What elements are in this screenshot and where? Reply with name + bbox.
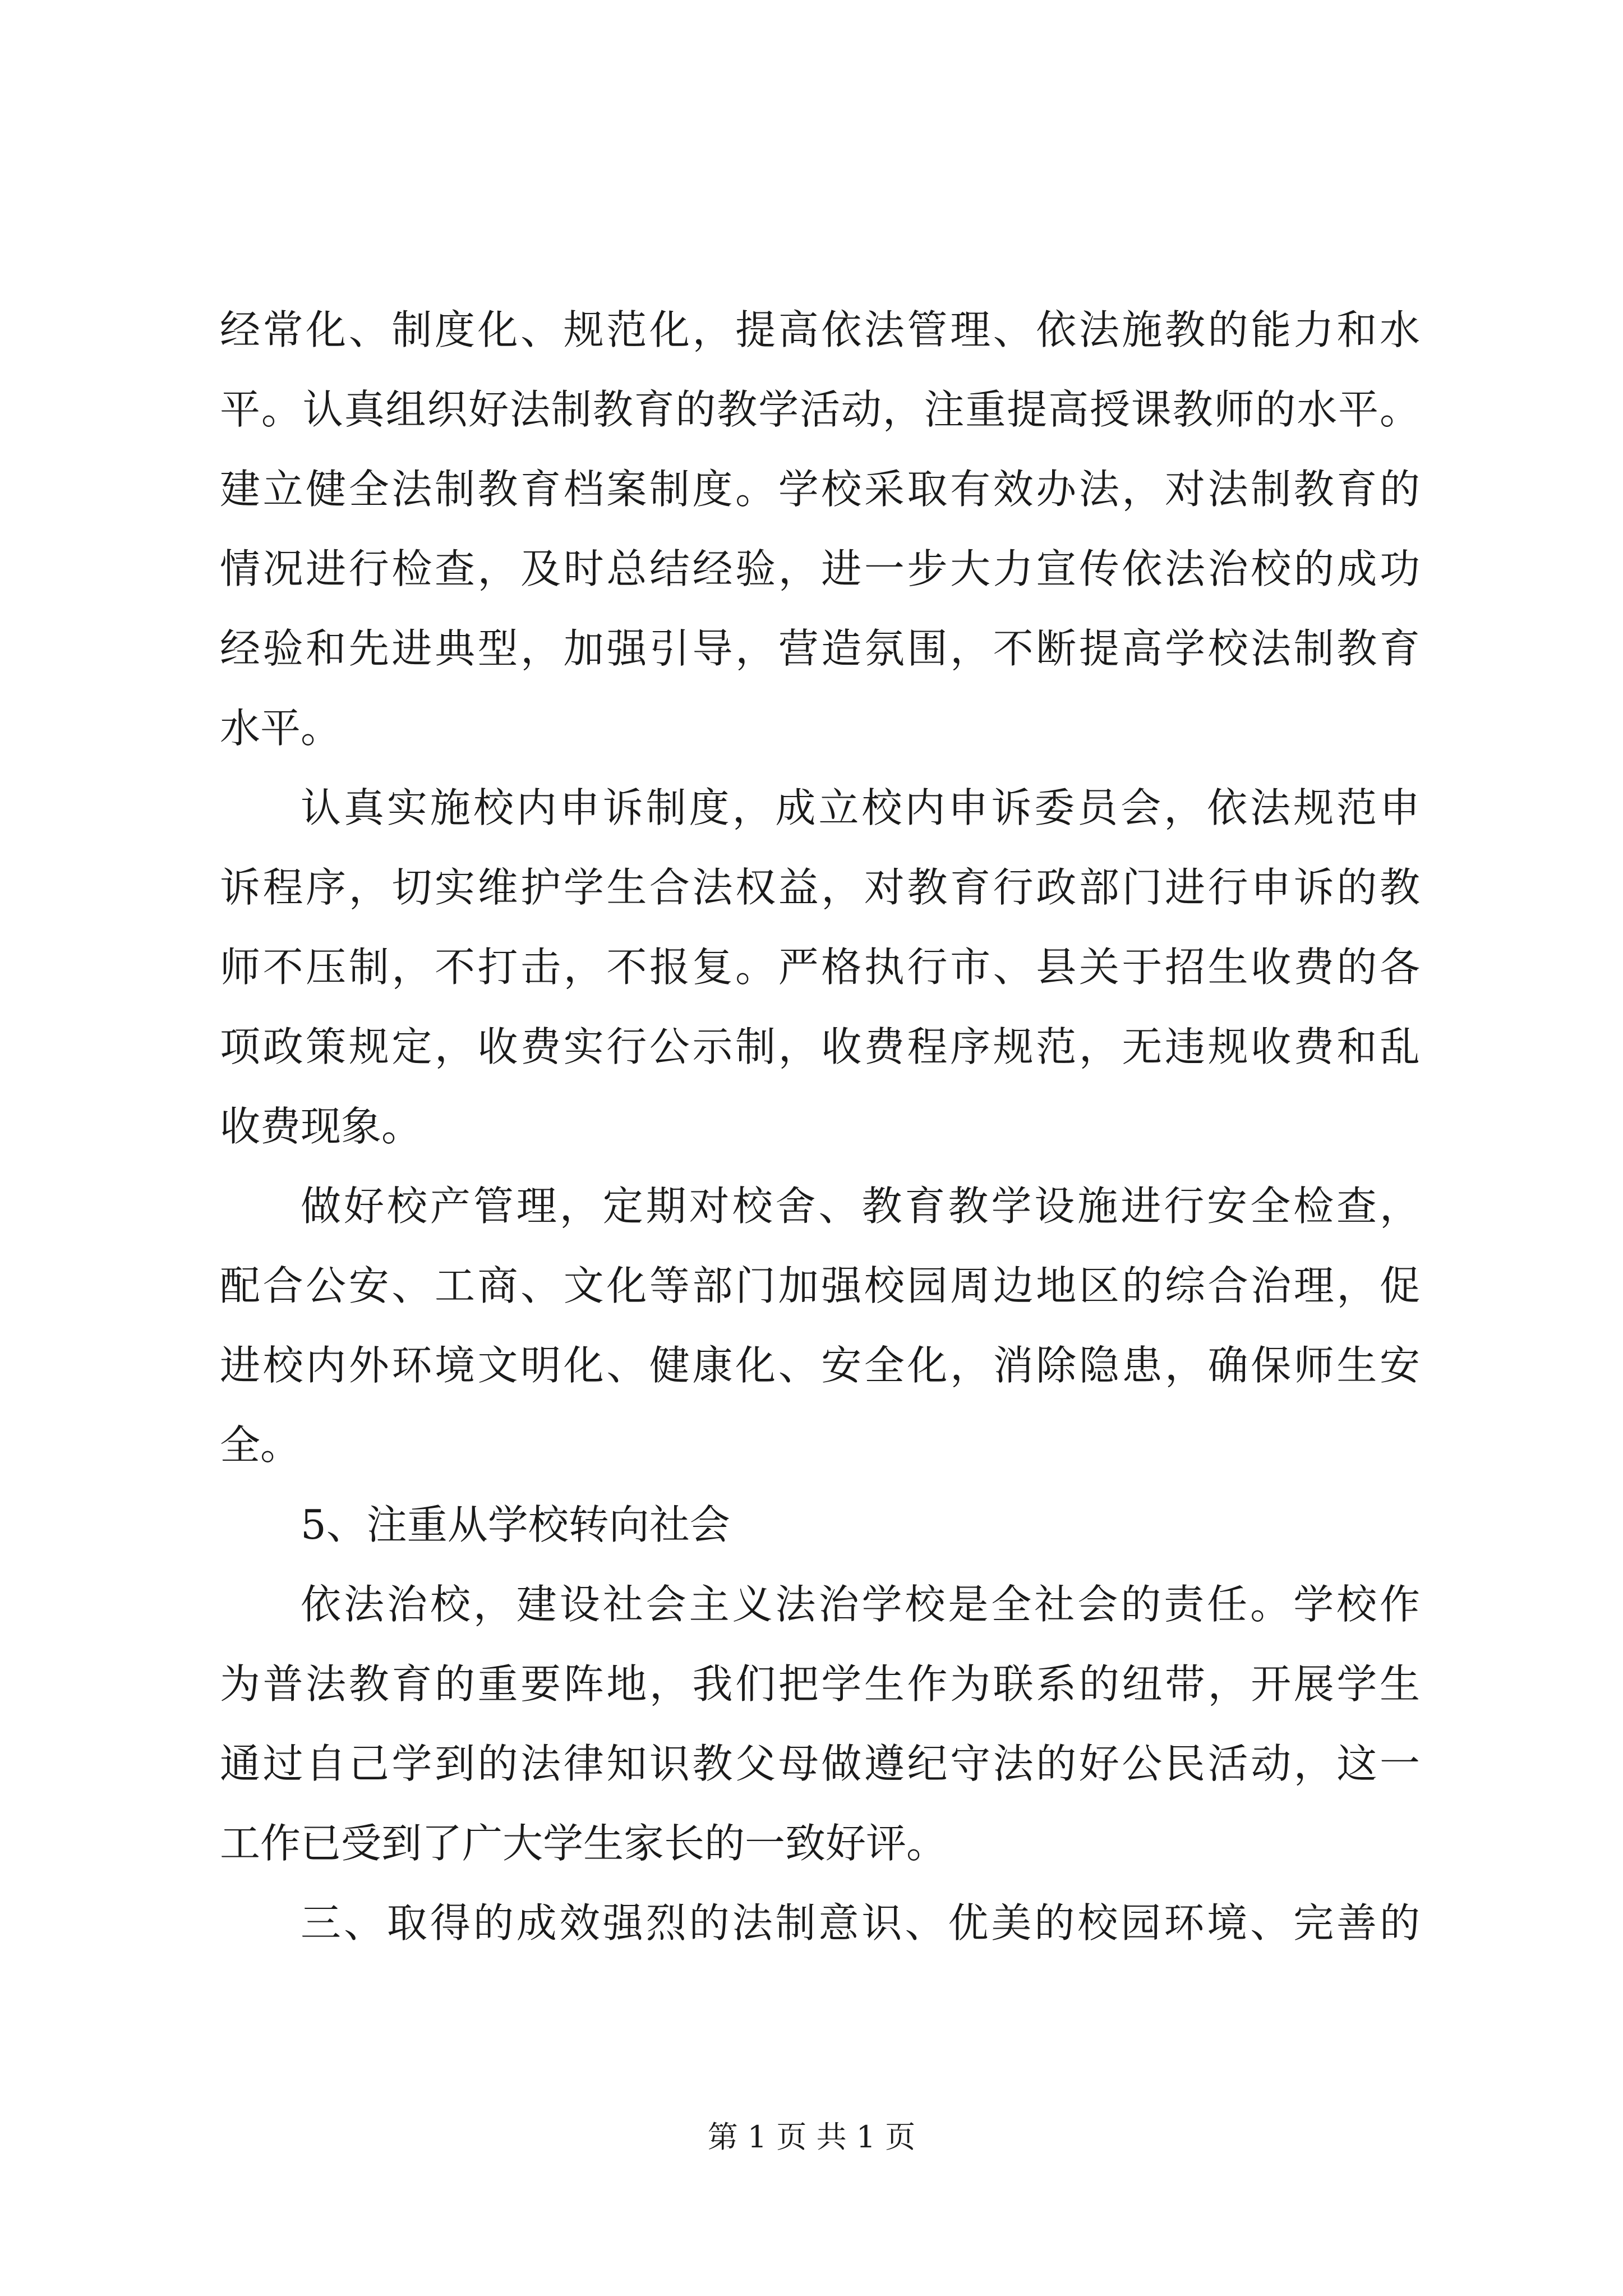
text-line: 平。认真组织好法制教育的教学活动，注重提高授课教师的水平。 <box>220 386 1420 433</box>
text-line: 师不压制，不打击，不报复。严格执行市、县关于招生收费的各 <box>220 944 1420 991</box>
text-line: 配合公安、工商、文化等部门加强校园周边地区的综合治理，促 <box>220 1262 1420 1309</box>
text-line: 情况进行检查，及时总结经验，进一步大力宣传依法治校的成功 <box>220 545 1420 592</box>
text-line: 依法治校，建设社会主义法治学校是全社会的责任。学校作 <box>301 1581 1420 1628</box>
text-line: 收费现象。 <box>220 1103 422 1150</box>
text-line: 项政策规定，收费实行公示制，收费程序规范，无违规收费和乱 <box>220 1023 1420 1070</box>
text-line: 水平。 <box>220 705 342 752</box>
text-line: 工作已受到了广大学生家长的一致好评。 <box>220 1820 947 1867</box>
text-line: 进校内外环境文明化、健康化、安全化，消除隐患，确保师生安 <box>220 1342 1420 1389</box>
text-line: 通过自己学到的法律知识教父母做遵纪守法的好公民活动，这一 <box>220 1740 1420 1787</box>
page-footer: 第 1 页 共 1 页 <box>707 2119 916 2155</box>
text-line: 经常化、制度化、规范化，提高依法管理、依法施教的能力和水 <box>220 306 1420 353</box>
text-line: 建立健全法制教育档案制度。学校采取有效办法，对法制教育的 <box>220 466 1420 513</box>
text-line: 认真实施校内申诉制度，成立校内申诉委员会，依法规范申 <box>301 784 1420 831</box>
text-line: 诉程序，切实维护学生合法权益，对教育行政部门进行申诉的教 <box>220 864 1420 911</box>
text-line: 为普法教育的重要阵地，我们把学生作为联系的纽带，开展学生 <box>220 1660 1420 1708</box>
section-heading: 5、注重从学校转向社会 <box>301 1501 730 1548</box>
text-line: 全。 <box>220 1421 301 1469</box>
text-line: 经验和先进典型，加强引导，营造氛围，不断提高学校法制教育 <box>220 625 1420 672</box>
text-line: 做好校产管理，定期对校舍、教育教学设施进行安全检查， <box>301 1182 1420 1230</box>
text-line: 三、取得的成效强烈的法制意识、优美的校园环境、完善的 <box>301 1899 1420 1947</box>
